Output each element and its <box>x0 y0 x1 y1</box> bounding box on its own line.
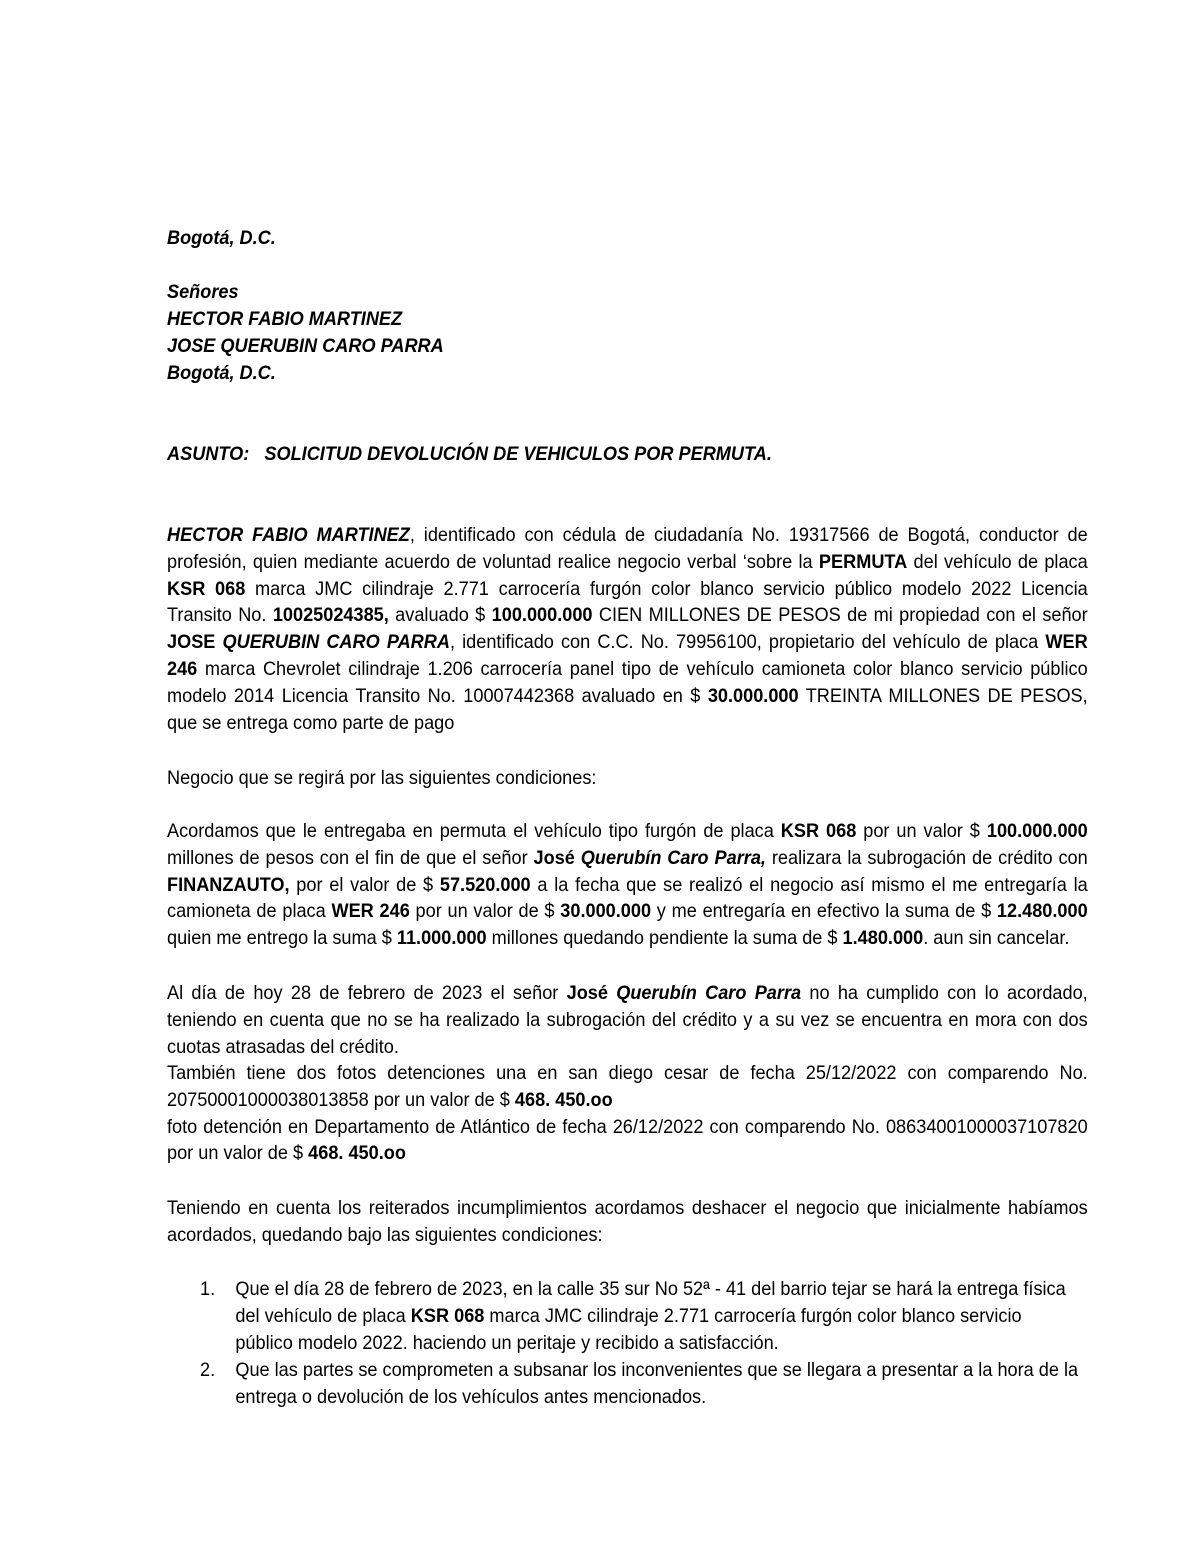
addressees-title: Señores <box>167 281 239 303</box>
p1-name-2a: JOSE <box>167 631 223 654</box>
p3-value-6: 1.480.000 <box>842 927 924 950</box>
p5-fine-1: 468. 450.oo <box>514 1088 613 1111</box>
p1-name-2b: QUERUBIN CARO PARRA <box>222 631 450 654</box>
p1-text: , identificado con C.C. No. 79956100, propietario del vehículo de placa <box>449 631 1046 654</box>
addressee-city: Bogotá, D.C. <box>167 362 276 384</box>
list-item-text <box>235 1276 1083 1356</box>
p3-text: por un valor $ <box>856 820 987 842</box>
paragraph-conditions-intro: Negocio que se regirá por las siguientes condiciones: <box>167 767 597 789</box>
paragraph-undo-deal: Teniendo en cuenta los reiterados incumplimientos acordamos deshacer el negocio que inicialmente habíamos acordados, quedando bajo las siguientes condiciones: <box>167 1197 1088 1246</box>
p1-text: del vehículo de placa <box>907 550 1088 573</box>
paragraph-agreement <box>167 818 1088 952</box>
p1-text: marca Chevrolet cilindraje 1.206 carrocería panel tipo de vehículo camioneta color blanco servicio público modelo 2014 Licencia Transito No. 10007442368 avaluado en $ <box>167 657 1088 707</box>
p1-permuta: PERMUTA <box>818 550 908 573</box>
p1-text: , identificado con cédula de ciudadanía No. 19317566 de Bogotá, conductor de profesión, quien mediante acuerdo de voluntad realice negocio verbal ‘sobre la <box>167 524 1088 573</box>
item1-plate: KSR 068 <box>410 1304 485 1327</box>
item1-text: Que el día 28 de febrero de 2023, en la calle 35 sur No 52ª - 41 del barrio tejar se hará la entrega física del vehículo de placa <box>235 1278 1066 1327</box>
place-date: Bogotá, D.C. <box>167 227 276 249</box>
p3-plate-2: WER 246 <box>331 900 410 923</box>
list-number: 2. <box>200 1359 216 1381</box>
list-number: 1. <box>200 1278 216 1300</box>
paragraph-non-compliance <box>167 980 1088 1060</box>
p3-text: . aun sin cancelar. <box>923 927 1070 950</box>
addressee-1: HECTOR FABIO MARTINEZ <box>167 308 403 330</box>
p3-value-3: 30.000.000 <box>560 900 652 923</box>
p3-text: realizara la subrogación de crédito con <box>765 846 1088 869</box>
p1-license: 10025024385, <box>272 604 389 627</box>
p3-text: por el valor de $ <box>289 873 440 896</box>
p3-jose: José <box>533 846 575 869</box>
p4-querubin: Querubín Caro Parra <box>616 982 802 1004</box>
p3-text: por un valor de $ <box>409 900 561 923</box>
p3-text: millones quedando pendiente la suma de $ <box>486 927 843 950</box>
p4-text: no ha cumplido con lo acordado, teniendo en cuenta que no se ha realizado la subrogación del crédito y a su vez se encuentra en mora con dos cuotas atrasadas del crédito. <box>167 982 1088 1058</box>
paragraph-permuta <box>167 522 1088 736</box>
paragraph-fines <box>167 1060 1088 1167</box>
p3-text: quien me entrego la suma $ <box>167 927 397 950</box>
p1-plate-1: KSR 068 <box>167 577 246 600</box>
addressee-2: JOSE QUERUBIN CARO PARRA <box>167 335 444 357</box>
p3-text: Acordamos que le entregaba en permuta el vehículo tipo furgón de placa <box>167 820 781 842</box>
subject-line: ASUNTO: SOLICITUD DEVOLUCIÓN DE VEHICULOS POR PERMUTA. <box>167 443 772 465</box>
p1-text: TREINTA MILLONES DE PESOS, que se entrega como parte de pago <box>167 684 1088 734</box>
p3-finanzauto: FINANZAUTO, <box>167 873 290 896</box>
p1-text: avaluado $ <box>388 604 492 627</box>
p5-fine-2: 468. 450.oo <box>308 1142 406 1165</box>
p1-value-2: 30.000.000 <box>707 684 799 707</box>
p1-value-1: 100.000.000 <box>491 604 593 627</box>
p1-name: HECTOR FABIO MARTINEZ <box>167 524 410 546</box>
item1-text: marca JMC cilindraje 2.771 carrocería furgón color blanco servicio público modelo 2022. haciendo un peritaje y recibido a satisfacción. <box>235 1304 1022 1354</box>
p3-text: a la fecha que se realizó el negocio así mismo el me entregaría la camioneta de placa <box>167 873 1088 923</box>
p4-text: Al día de hoy 28 de febrero de 2023 el señor <box>167 982 567 1004</box>
list-item-text: Que las partes se comprometen a subsanar los inconvenientes que se llegara a presentar a la hora de la entrega o devolución de los vehículos antes mencionados. <box>235 1359 1079 1408</box>
p3-text: y me entregaría en efectivo la suma de $ <box>651 900 997 923</box>
p3-value-4: 12.480.000 <box>996 900 1088 923</box>
p5-text: foto detención en Departamento de Atlántico de fecha 26/12/2022 con comparendo No. 08634001000037107820 por un valor de $ <box>167 1115 1088 1165</box>
p1-text: CIEN MILLONES DE PESOS de mi propiedad con el señor <box>592 604 1088 627</box>
p4-jose: José <box>566 982 608 1004</box>
p3-value-1: 100.000.000 <box>986 820 1088 842</box>
p3-text: millones de pesos con el fin de que el señor <box>167 846 534 869</box>
p3-plate-1: KSR 068 <box>780 820 857 842</box>
p5-text: También tiene dos fotos detenciones una en san diego cesar de fecha 25/12/2022 con comparendo No. 20750001000038013858 por un valor de $ <box>167 1062 1088 1111</box>
p1-plate-2: WER 246 <box>167 631 1088 680</box>
p3-querubin: Querubín Caro Parra, <box>580 846 766 869</box>
p3-value-5: 11.000.000 <box>396 927 487 950</box>
p3-value-2: 57.520.000 <box>439 873 531 896</box>
p1-text: marca JMC cilindraje 2.771 carrocería furgón color blanco servicio público modelo 2022 Licencia Transito No. <box>167 577 1088 627</box>
